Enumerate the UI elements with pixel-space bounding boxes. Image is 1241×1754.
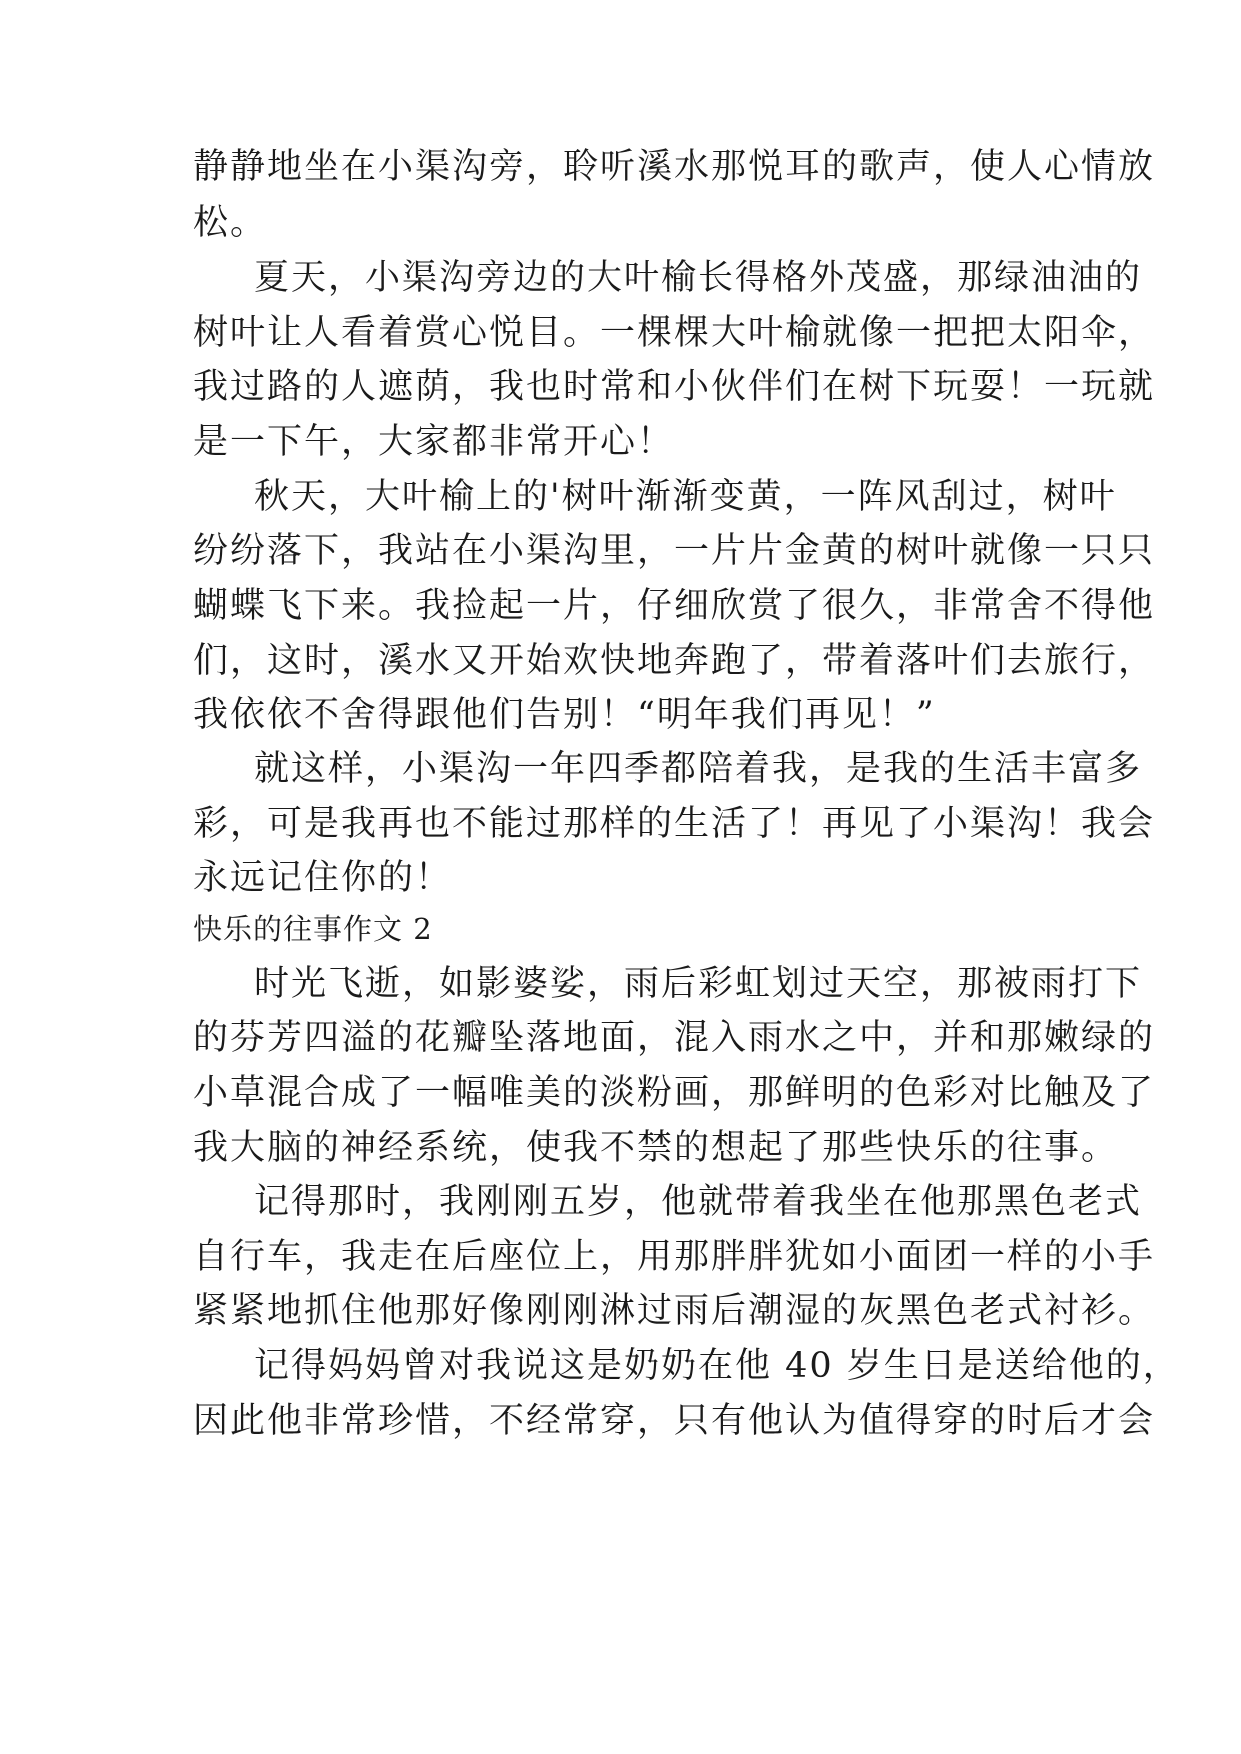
text-line: 紧紧地抓住他那好像刚刚淋过雨后潮湿的灰黑色老式衬衫。 [193,1291,1156,1331]
paragraph-first-line: 记得妈妈曾对我说这是奶奶在他 40 岁生日是送给他的， [254,1346,1180,1386]
paragraph-first-line: 时光飞逝，如影婆娑，雨后彩虹划过天空，那被雨打下 [254,964,1143,1004]
paragraph-first-line: 记得那时，我刚刚五岁，他就带着我坐在他那黑色老式 [254,1182,1143,1222]
text-line: 树叶让人看着赏心悦目。一棵棵大叶榆就像一把把太阳伞， [193,313,1156,353]
paragraph-first-line: 秋天，大叶榆上的'树叶渐渐变黄，一阵风刮过，树叶 [254,477,1117,517]
text-line: 纷纷落下，我站在小渠沟里，一片片金黄的树叶就像一只只 [193,531,1156,571]
text-line: 我大脑的神经系统，使我不禁的想起了那些快乐的往事。 [193,1128,1119,1168]
text-line: 们，这时，溪水又开始欢快地奔跑了，带着落叶们去旅行， [193,641,1156,681]
text-line: 是一下午，大家都非常开心！ [193,422,675,462]
section-heading: 快乐的往事作文 2 [193,912,433,946]
text-line: 小草混合成了一幅唯美的淡粉画，那鲜明的色彩对比触及了 [193,1073,1156,1113]
text-line: 因此他非常珍惜，不经常穿，只有他认为值得穿的时后才会 [193,1401,1156,1441]
text-line: 彩，可是我再也不能过那样的生活了！再见了小渠沟！我会 [193,804,1156,844]
text-line: 松。 [193,203,268,243]
text-line: 永远记住你的！ [193,858,453,898]
text-line: 蝴蝶飞下来。我捡起一片，仔细欣赏了很久，非常舍不得他 [193,586,1156,626]
text-line: 的芬芳四溢的花瓣坠落地面，混入雨水之中，并和那嫩绿的 [193,1018,1156,1058]
text-line: 我依依不舍得跟他们告别！“明年我们再见！” [193,695,936,735]
paragraph-first-line: 夏天，小渠沟旁边的大叶榆长得格外茂盛，那绿油油的 [254,258,1143,298]
text-line: 我过路的人遮荫，我也时常和小伙伴们在树下玩耍！一玩就 [193,367,1156,407]
text-line: 静静地坐在小渠沟旁，聆听溪水那悦耳的歌声，使人心情放 [193,147,1156,187]
paragraph-first-line: 就这样，小渠沟一年四季都陪着我，是我的生活丰富多 [254,749,1143,789]
text-line: 自行车，我走在后座位上，用那胖胖犹如小面团一样的小手 [193,1237,1156,1277]
